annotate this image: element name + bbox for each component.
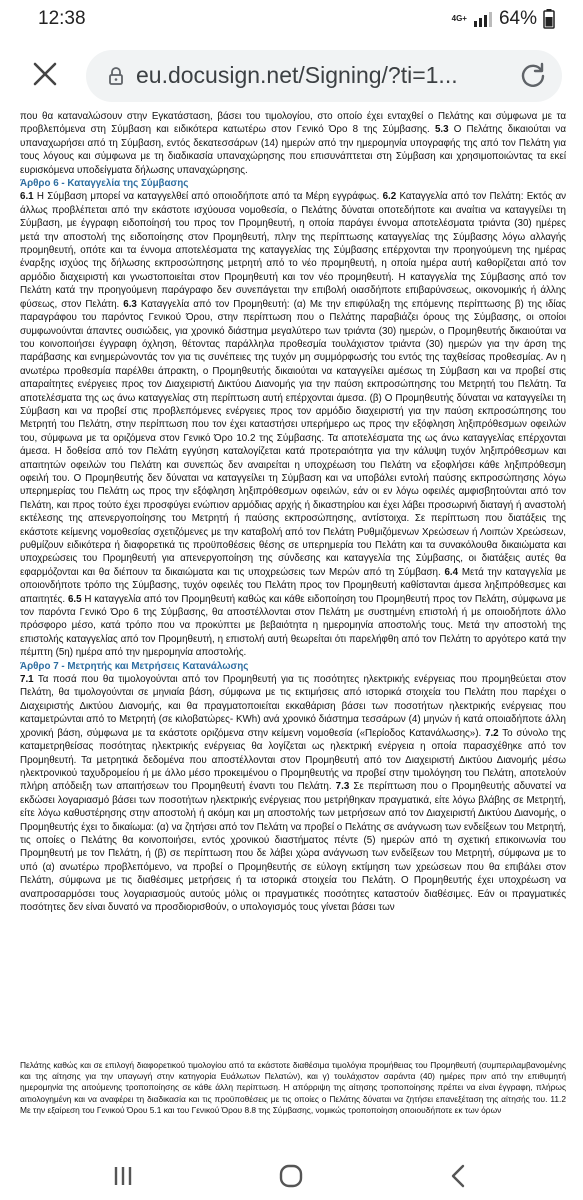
document-footnote: Πελάτης καθώς και σε επιλογή διαφορετικού τιμολογίου από τα εκάστοτε διαθέσιμα τιμολόγια προμήθειας του Προμηθευτή (συμπεριλαμβανομένης και της αίτησης για την υπαγωγή στην κατηγορία Ευάλωτων Πελατών), και γ) τουλάχιστον σαράντα (40) ημέρες πριν από την επιθυμητή ημερομηνία της αιτούμενης τροποποίησης σε κάθε άλλη περίπτωση. Η απόρριψη της αίτησης τροποποίησης πρέπει να είναι έγγραφη, πλήρως αιτιολογημένη και να αναφέρει τη διαδικασία και τις προϋποθέσεις με τις οποίες ο Πελάτης δύναται να ζητήσει επανεξέταση της αίτησής του. 11.2 Με την εξαίρεση του Γενικού Όρου 5.1 και του Γενικού Όρου 8.8 της Σύμβασης, νομικώς τροποποίηση οποιουδήποτε εκ των όρων	[20, 1060, 566, 1115]
clause-number: 5.3	[434, 124, 449, 136]
clause-text: Το σύνολο της καταμετρηθείσας ποσότητας ηλεκτρικής ενέργειας θα λογίζεται ως ηλεκτρική ενέργεια η οποία παρασχέθηκε από τον Προμηθευτή. Τα μετρητικά δεδομένα που αποστέλλονται στον Προμηθευτή από τον Διαχειριστή Δικτύου Διανομής μέσω ηλεκτρονικού ταχυδρομείου ή με άλλο μέσο προκειμένου ο Προμηθευτής να προβεί στην τιμολόγηση του Πελάτη, αποτελούν πλήρη απόδειξη των απαιτήσεων του Προμηθευτή έναντι του Πελάτη.	[20, 727, 567, 793]
clause-number: 6.5	[67, 593, 82, 605]
status-indicators	[452, 8, 555, 30]
document-paragraph	[20, 673, 566, 914]
back-icon[interactable]	[444, 1163, 474, 1189]
clause-number: 6.2	[382, 191, 397, 203]
clause-text: Η Σύμβαση μπορεί να καταγγελθεί από οποιοδήποτε από τα Μέρη εγγράφως.	[33, 191, 383, 203]
status-bar	[0, 0, 583, 36]
clause-text: Τα ποσά που θα τιμολογούνται από τον Προμηθευτή για τις ποσότητες ηλεκτρικής ενέργειας που προμηθεύεται στον Πελάτη, θα τιμολογούνται σε μηνιαία βάση, σύμφωνα με τις εκτιμήσεις από ιστορικά στοιχεία του Πελάτη που παρέχει ο Διαχειριστής Δικτύου Διανομής, και θα πραγματοποιείται εκκαθάριση βάσει των ποσοτήτων ηλεκτρικής ενέργειας που καταμετρώνται από το Μετρητή (σε κιλοβατώρες- KWh) ανά χρονικό διάστημα τεσσάρων (4) μηνών ή κατά οποιαδήποτε άλλη χρονική βάση, σύμφωνα με τα εκάστοτε οριζόμενα στην κείμενη νομοθεσία («Περίοδος Κατανάλωσης»).	[20, 674, 566, 739]
status-time: 12:38	[38, 8, 86, 29]
browser-toolbar	[0, 44, 583, 106]
document-body	[20, 110, 566, 914]
home-icon[interactable]	[276, 1163, 306, 1189]
clause-text: Καταγγελία από τον Πελάτη: Εκτός αν άλλως προβλέπεται από την εκάστοτε ισχύουσα νομοθεσία, ο Πελάτης δύναται οποτεδήποτε και αναίτια να καταγγείλει τη Σύμβαση, με έγγραφη ειδοποίησή του προς τον Προμηθευτή, η οποία παράγει έννομα αποτελέσματα τριάντα (30) ημέρες μετά την αποστολή της ειδοποίησης στον Προμηθευτή, πλην της περίπτωσης καταγγελίας της Σύμβασης λόγω αλλαγής προμηθευτή, οπότε και τα έννομα αποτελέσματα της καταγγελίας της Σύμβασης επέρχονται την προηγούμενη της ημέρας έναρξης ισχύος της δήλωσης εκπροσώπησης μετρητή από το νέο προμηθευτή, η οποία ημέρα αυτή καθορίζεται από τον αρμόδιο διαχειριστή και γνωστοποιείται στον Προμηθευτή και τον νέο προμηθευτή. Η καταγγελία της Σύμβασης από τον Πελάτη κατά την προηγούμενη παράγραφο δεν συνεπάγεται την επιβολή οιασδήποτε επιβαρύνσεως, οικονομικής ή άλλης φύσεως, στον Πελάτη.	[20, 191, 567, 310]
reload-icon[interactable]	[518, 61, 548, 91]
clause-text: Σε περίπτωση που ο Προμηθευτής αδυνατεί να εκδώσει λογαριασμό βάσει των ποσοτήτων ηλεκτρικής ενέργειας που μετρήθηκαν πραγματικά, είτε λόγω βλάβης σε Μετρητή, είτε λόγω καθυστέρησης στην αποστολή ή ακόμη και μη αποστολής των μετρήσεων από τον Διαχειριστή Δικτύου Διανομής, ο Προμηθευτής έχει το δικαίωμα: (α) να ζητήσει από τον Πελάτη να προβεί ο Πελάτης σε ανάγνωση των ενδείξεων του Μετρητή, τις οποίες ο Πελάτης θα κοινοποιήσει, εντός χρονικού διαστήματος πέντε (5) ημερών από τη σχετική επικοινωνία του Προμηθευτή με τον Πελάτη, ή (β) σε περίπτωση που δε λάβει χώρα ανάγνωση των ενδείξεων του Μετρητή, σύμφωνα με το υπό (α) ανωτέρω προβλεπόμενο, να προβεί ο Προμηθευτής σε εύλογη εκτίμηση των χρεώσεων που θα επιβάλει στον Πελάτη, σύμφωνα με τις διαθέσιμες μετρήσεις ή τα ιστορικά στοιχεία του Πελάτη. Ο Προμηθευτής έχει υποχρέωση να αναπροσαρμόσει τους λογαριασμούς αυτούς μόλις οι πραγματικές ποσότητες καταστούν διαθέσιμες. Εάν οι πραγματικές ποσότητες δεν είναι δυνατό να προσδιορισθούν, ο υπολογισμός τους γίνεται βάσει των	[20, 781, 567, 913]
document-paragraph	[20, 190, 566, 659]
clause-number: 7.1	[20, 674, 34, 686]
lock-icon	[108, 67, 124, 85]
clause-number: 6.1	[20, 191, 34, 203]
clause-number: 6.4	[444, 566, 459, 578]
clause-number: 6.3	[123, 298, 137, 310]
clause-text: Ο Πελάτης δικαιούται να υπαναχωρήσει από τη Σύμβαση, εντός δεκατεσσάρων (14) ημερών από την ημερομηνία υπογραφής της από τον Πελάτη για τους λόγους και σύμφωνα με τη διαδικασία υπαναχώρησης που επισυνάπτεται στη Σύμβαση και χρησιμοποιώντας τα εκεί ευρισκόμενα υποδείγματα δήλωσης υπαναχώρησης.	[20, 124, 566, 176]
clause-text: Μετά την καταγγελία με οποιονδήποτε τρόπο της Σύμβασης, τυχόν οφειλές του Πελάτη προς τον Προμηθευτή καθίστανται άμεσα ληξιπρόθεσμες και απαιτητές.	[20, 566, 567, 605]
section-heading: Άρθρο 7 - Μετρητής και Μετρήσεις Κατανάλωσης	[20, 660, 249, 672]
clause-number: 7.2	[485, 727, 499, 739]
clause-text: Η καταγγελία από τον Προμηθευτή καθώς και κάθε ειδοποίηση του Προμηθευτή προς τον Πελάτη, σύμφωνα με τον παρόντα Γενικό Όρο 6 της Σύμβασης, θα αποστέλλονται στον Πελάτη με συστημένη επιστολή ή με οποιοδήποτε άλλο πρόσφορο μέσο, κατά τρόπο που να προκύπτει με βεβαιότητα η ημερομηνία αποστολής τους. Μετά την αποστολή της επιστολής καταγγελίας από τον Προμηθευτή, η επιστολή αυτή θεωρείται ότι παρελήφθη από τον Πελάτη το αργότερο κατά την πέμπτη (5η) ημέρα από την ημερομηνία αποστολής.	[20, 593, 566, 659]
url-text[interactable]: eu.docusign.net/Signing/?ti=1...	[136, 62, 458, 88]
section-heading: Άρθρο 6 - Καταγγελία της Σύμβασης	[20, 178, 189, 190]
document-viewer[interactable]	[0, 108, 583, 1153]
battery-icon	[543, 9, 555, 29]
close-icon[interactable]	[28, 57, 62, 91]
battery-percent: 64%	[498, 8, 537, 29]
recent-apps-icon[interactable]	[108, 1163, 138, 1189]
clause-number: 7.3	[335, 781, 350, 793]
document-paragraph	[20, 110, 566, 177]
clause-text: που θα καταναλώσουν στην Εγκατάσταση, βάσει του τιμολογίου, στο οποίο έχει ενταχθεί ο Πελάτης και σύμφωνα με τα προβλεπόμενα στη Σύμβαση και ειδικότερα κατωτέρω στον Γενικό Όρο 8 της Σύμβασης.	[20, 111, 566, 136]
address-bar[interactable]	[86, 50, 562, 102]
clause-text: Καταγγελία από τον Προμηθευτή: (α) Με την επιφύλαξη της επόμενης περίπτωσης β) της ιδίας παραγράφου του παρόντος Γενικού Όρου, στην περίπτωση που ο Πελάτης παραβιάζει όρους της Σύμβασης, οι οποίοι συμφωνούνται άπαντες ουσιώδεις, για χρονικό διάστημα μεγαλύτερο των τριάντα (30) ημερών, ο Προμηθευτής δικαιούται να του κοινοποιήσει έγγραφη όχληση, θέτοντας παράλληλα προθεσμία τουλάχιστον τριάντα (30) ημερών για την άρση της παράβασης και ενημερώνοντάς τον για τις συνέπειες της τυχόν μη συμμόρφωσής του εντός της ταχθείσας προθεσμίας. Αν η ανωτέρω προθεσμία παρέλθει άπρακτη, ο Προμηθευτής δικαιούται να καταγγείλει αμέσως τη Σύμβαση και να προβεί στις απαραίτητες ενέργειες προς τον Διαχειριστή Δικτύου Διανομής για την παύση εκπροσώπησης του Μετρητή του Πελάτη. Τα αποτελέσματα της ως άνω καταγγελίας στη περίπτωση αυτή επέρχονται άμεσα. (β) Ο Προμηθευτής δύναται να καταγγείλει τη Σύμβαση και να προβεί στις προβλεπόμενες ενέργειες προς τον αρμόδιο διαχειριστή για την παύση εκπροσώπησης του Μετρητή του Πελάτη, στην περίπτωση που τον έχει καταστήσει υπερήμερο ως προς την εξόφληση ληξιπρόθεσμων οφειλών του, σύμφωνα με τα οριζόμενα στον Γενικό Όρο 10.2 της Σύμβασης. Τα αποτελέσματα της ως άνω καταγγελίας επέρχονται άμεσα. Η δοθείσα από τον Πελάτη εγγύηση καταλογίζεται κατά προτεραιότητα για την κάλυψη τυχόν ληξιπρόθεσμων και απαιτητών οφειλών του Πελάτη και συνεπώς δεν αναιρείται η υποχρέωση του Πελάτη να εξοφλήσει κάθε ληξιπρόθεσμη οφειλή του. Ο Προμηθευτής δεν δύναται να καταγγείλει τη Σύμβαση και να υποβάλει εντολή παύσης εκπροσώπησης λόγω υπερημερίας του Πελάτη ως προς την εξόφληση ληξιπρόθεσμων οφειλών, εάν οι εν λόγω οφειλές αμφισβητούνται από τον Πελάτη, και προς τούτο έχει προσφύγει ενώπιον αρμόδιας αρχής ή δικαστηρίου και έχει λάβει προσωρινή διαταγή ή αναστολή εκτέλεσης της απενεργοποίησης του Μετρητή ή παύσης εκπροσώπησης, αντίστοιχα. Σε περίπτωση που διατάξεις της εκάστοτε κείμενης νομοθεσίας σχετιζόμενες με την καταβολή από τον Πελάτη Ρυθμιζόμενων Χρεώσεων ή Λοιπών Χρεώσεων, ρυθμίζουν ειδικότερα ή διαφορετικά τις προϋποθέσεις θέσης σε υπερημερία του Πελάτη και τα συνακόλουθα δικαιώματα και υποχρεώσεις του Προμηθευτή για απενεργοποίηση της σύνδεσης και καταγγελία της Σύμβασης, οι διατάξεις αυτές θα εφαρμόζονται και θα διέπουν τα δικαιώματα και τις υποχρεώσεις των Μερών από τη Σύμβαση.	[20, 298, 566, 578]
system-navigation-bar	[0, 1153, 583, 1200]
network-type-label: 4G+	[451, 14, 467, 23]
signal-icon	[473, 11, 493, 27]
